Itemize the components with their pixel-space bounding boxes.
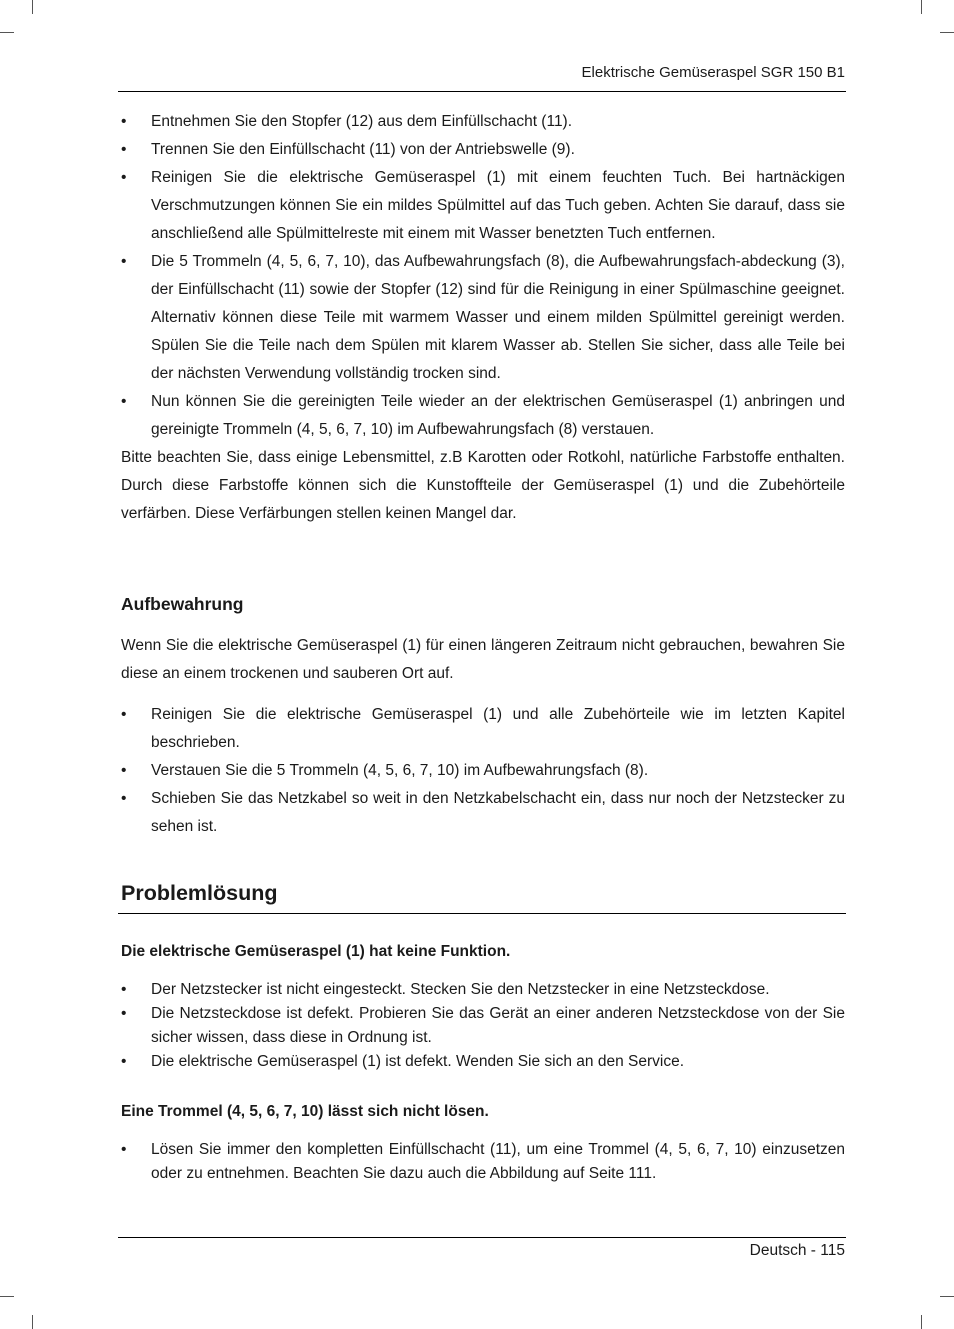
list-item: • Nun können Sie die gereinigten Teile wieder an der elektrischen Gemüseraspel (1) anbringen und gereinigte Trommeln (4, 5, 6, 7, 10) im Aufbewahrungsfach (8) verstauen. bbox=[121, 393, 845, 438]
page-footer: Deutsch - 115 bbox=[749, 1242, 845, 1259]
list-item: • Die 5 Trommeln (4, 5, 6, 7, 10), das Aufbewahrungsfach (8), die Aufbewahrungsfach-abdeckung (3), der Einfüllschacht (11) sowie der Stopfer (12) sind für die Reinigung in einer Spülmaschine geeignet. Alternativ können diese Teile mit warmem Wasser und einem milden Spülmittel gereinigt werden. Spülen Sie die Teile nach dem Spülen mit klarem Wasser ab. Stellen Sie sicher, dass alle Teile bei der nächsten Verwendung vollständig trocken sind. bbox=[121, 253, 845, 382]
problem1-list bbox=[121, 978, 845, 1074]
header-rule bbox=[118, 91, 846, 92]
page-content bbox=[121, 108, 845, 1186]
storage-heading: Aufbewahrung bbox=[121, 594, 244, 614]
crop-mark bbox=[0, 1296, 14, 1297]
crop-mark bbox=[940, 32, 954, 33]
crop-mark bbox=[940, 1296, 954, 1297]
list-item: • Entnehmen Sie den Stopfer (12) aus dem Einfüllschacht (11). bbox=[121, 113, 573, 130]
problem2-list bbox=[121, 1138, 845, 1186]
storage-intro: Wenn Sie die elektrische Gemüseraspel (1) für einen längeren Zeitraum nicht gebrauchen, bewahren Sie diese an einem trockenen und sauberen Ort auf. bbox=[121, 637, 845, 682]
crop-mark bbox=[32, 0, 33, 14]
list-item: • Die Netzsteckdose ist defekt. Probieren Sie das Gerät an einer anderen Netzsteckdose von der Sie sicher wissen, dass diese in Ordnung ist. bbox=[121, 1005, 845, 1046]
list-item: • Reinigen Sie die elektrische Gemüseraspel (1) mit einem feuchten Tuch. Bei hartnäckigen Verschmutzungen können Sie ein mildes Spülmittel auf das Tuch geben. Achten Sie darauf, dass sie anschließend alle Spülmittelreste mit einem mit Wasser benetzten Tuch entfernen. bbox=[121, 169, 845, 242]
list-item: • Der Netzstecker ist nicht eingesteckt. Stecken Sie den Netzstecker in eine Netzsteckdose. bbox=[121, 981, 770, 998]
crop-mark bbox=[921, 0, 922, 14]
list-item: • Reinigen Sie die elektrische Gemüseraspel (1) und alle Zubehörteile wie im letzten Kapitel beschrieben. bbox=[121, 706, 845, 751]
crop-mark bbox=[32, 1315, 33, 1329]
list-item: • Verstauen Sie die 5 Trommeln (4, 5, 6, 7, 10) im Aufbewahrungsfach (8). bbox=[121, 762, 649, 779]
list-item: • Lösen Sie immer den kompletten Einfüllschacht (11), um eine Trommel (4, 5, 6, 7, 10) einzusetzen oder zu entnehmen. Beachten Sie dazu auch die Abbildung auf Seite 111. bbox=[121, 1141, 845, 1182]
storage-list bbox=[121, 701, 845, 841]
problem-title: Eine Trommel (4, 5, 6, 7, 10) lässt sich nicht lösen. bbox=[121, 1103, 489, 1120]
crop-mark bbox=[0, 32, 14, 33]
problem-title: Die elektrische Gemüseraspel (1) hat keine Funktion. bbox=[121, 943, 511, 960]
list-item: • Trennen Sie den Einfüllschacht (11) von der Antriebswelle (9). bbox=[121, 141, 575, 158]
crop-mark bbox=[921, 1315, 922, 1329]
footer-rule bbox=[118, 1237, 846, 1238]
list-item: • Schieben Sie das Netzkabel so weit in den Netzkabelschacht ein, dass nur noch der Netzstecker zu sehen ist. bbox=[121, 790, 845, 835]
running-header: Elektrische Gemüseraspel SGR 150 B1 bbox=[581, 64, 845, 81]
troubleshooting-heading: Problemlösung bbox=[121, 881, 278, 905]
cleaning-list bbox=[121, 108, 845, 444]
list-item: • Die elektrische Gemüseraspel (1) ist defekt. Wenden Sie sich an den Service. bbox=[121, 1053, 684, 1070]
cleaning-note: Bitte beachten Sie, dass einige Lebensmittel, z.B Karotten oder Rotkohl, natürliche Farbstoffe enthalten. Durch diese Farbstoffe können sich die Kunstoffteile der Gemüseraspel (1) und die Zubehörteile verfärben. Diese Verfärbungen stellen keinen Mangel dar. bbox=[121, 449, 845, 522]
